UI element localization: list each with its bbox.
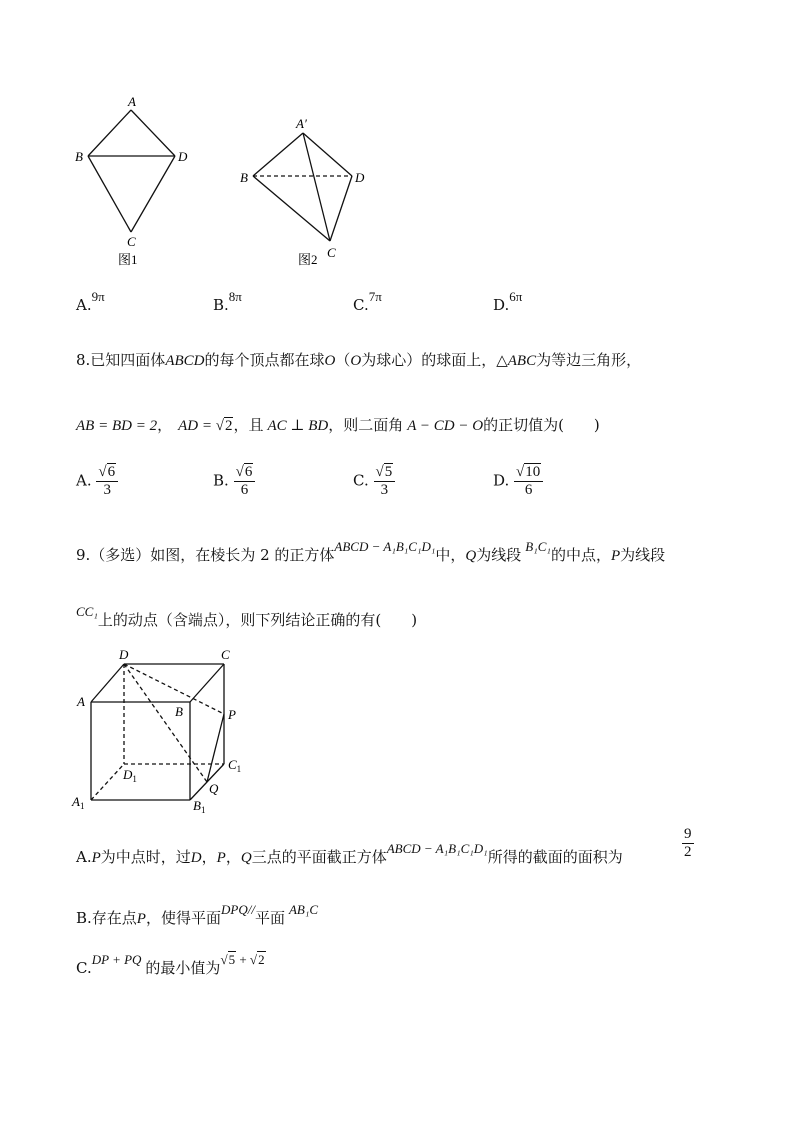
q7-option-c[interactable]	[353, 289, 382, 314]
q9-segment: CC₁	[76, 604, 98, 619]
q8-text: 的正切值为( )	[483, 416, 600, 434]
q9-plane: DPQ//	[220, 902, 255, 917]
q8-option-numerator: 5	[384, 464, 393, 480]
cube-label-B: B	[175, 704, 183, 719]
q7-option-letter: C.	[353, 296, 369, 314]
cube-label-B1: $B_1$	[193, 798, 206, 815]
fig2-label-C: C	[327, 245, 336, 260]
fig2-label-A: A′	[296, 116, 307, 131]
q9-text: 为中点时，过	[100, 848, 191, 866]
q8-text: 为等边三角形，	[536, 351, 642, 369]
cube-label-C: C	[221, 647, 230, 662]
q9-option-b[interactable]	[76, 902, 319, 928]
q9-cube-name: ABCD − A₁B₁C₁D₁	[386, 841, 488, 856]
q9-text: A.	[76, 848, 92, 866]
q7-option-value: 8π	[228, 289, 242, 304]
q9-text: 中，	[435, 546, 466, 564]
q7-option-a[interactable]	[76, 289, 105, 314]
q9-text: 为线段	[476, 546, 522, 564]
q9-text: 三点的平面截正方体	[251, 848, 387, 866]
q9-text: 所得的截面的面积为	[487, 848, 623, 866]
q9-text: P	[91, 850, 101, 866]
q8-option-d[interactable]: D. $\frac{√10}{6}$	[493, 464, 543, 499]
q7-option-b[interactable]	[213, 289, 242, 314]
q9-plane: AB₁C	[288, 902, 319, 917]
fig1-caption: 图1	[118, 252, 138, 267]
fig1-label-B: B	[75, 149, 83, 164]
q8-option-numerator: 6	[107, 464, 116, 480]
cube-label-C1: $C_1$	[228, 757, 242, 774]
q7-option-letter: B.	[213, 296, 229, 314]
cube-label-A: A	[77, 694, 85, 709]
q8-option-denominator: 6	[240, 482, 249, 498]
cube-label-A1: $A_1$	[72, 794, 85, 811]
fig1-label-D: D	[178, 149, 188, 164]
q9-text: 的最小值为	[145, 959, 221, 977]
cube-label-P: P	[228, 707, 236, 722]
q8-stem-line1	[76, 349, 641, 370]
q8-option-a[interactable]: A. $\frac{√6}{3}$	[76, 464, 118, 499]
q9-text: +	[236, 952, 250, 967]
q9-option-a[interactable]	[76, 841, 623, 867]
fig1-label-C: C	[127, 234, 136, 249]
figure-quadrilateral-folding	[0, 0, 400, 280]
q9-text: ，使得平面	[145, 909, 221, 927]
fig2-label-D: D	[355, 170, 365, 185]
q9-text: 上的动点（含端点），则下列结论正确的有( )	[97, 611, 418, 629]
q9-text: 9.（多选）如图，在棱长为 2 的正方体	[76, 546, 335, 564]
q8-text: ，且	[233, 416, 264, 434]
q8-text: 8.已知四面体	[76, 351, 166, 369]
q9-text: Q	[240, 850, 252, 866]
q7-option-value: 9π	[91, 289, 105, 304]
q9-text: 平面	[254, 909, 285, 927]
q8-option-numerator: 6	[244, 464, 253, 480]
q8-condition: AB = BD = 2	[76, 418, 158, 434]
q8-text: 的每个顶点都在球	[204, 351, 325, 369]
q9-stem-line2	[76, 604, 418, 630]
figure-cube	[60, 640, 260, 820]
q8-text: （	[335, 351, 351, 369]
cube-label-D1: $D_1$	[123, 767, 137, 784]
q7-option-d[interactable]	[493, 289, 523, 314]
q7-option-letter: A.	[76, 296, 92, 314]
q8-option-denominator: 3	[103, 482, 111, 498]
q8-sphere-center: O	[350, 353, 362, 369]
q9-point-q: Q	[465, 548, 477, 564]
q8-condition: AC ⊥ BD	[267, 418, 329, 434]
q7-option-value: 7π	[368, 289, 382, 304]
cube-label-D: D	[119, 647, 129, 662]
q9-text: ，	[225, 848, 241, 866]
q8-tetrahedron: ABCD	[165, 353, 205, 369]
q8-option-denominator: 6	[524, 482, 533, 498]
q8-text: ，	[157, 416, 173, 434]
q8-option-c[interactable]: C. $\frac{√5}{3}$	[353, 464, 395, 499]
q8-sphere: O	[324, 353, 336, 369]
q8-condition: AD =	[178, 418, 216, 434]
q9-text: 的中点，	[550, 546, 611, 564]
figure-2	[253, 133, 352, 241]
q9-point-p: P	[610, 548, 621, 564]
q9-text: B.存在点	[76, 909, 137, 927]
fig2-caption: 图2	[298, 252, 318, 267]
fig1-label-A: A	[128, 94, 136, 109]
q9-radicand: 5	[228, 952, 236, 967]
q9-option-a-fraction	[682, 826, 694, 861]
q7-option-letter: D.	[493, 296, 510, 314]
q8-option-letter: B.	[213, 471, 229, 490]
q9-stem-line1	[76, 539, 666, 565]
q9-expression: DP + PQ	[91, 952, 142, 967]
q8-option-letter: C.	[353, 471, 369, 490]
q9-text: ，	[201, 848, 217, 866]
fraction-denominator: 2	[684, 844, 692, 860]
q9-option-c[interactable]: C.DP + PQ 的最小值为√5 + √2	[76, 952, 265, 977]
q9-text: 为线段	[620, 546, 666, 564]
q8-text: ，则二面角	[328, 416, 404, 434]
q8-option-letter: D.	[493, 471, 510, 490]
q8-text: 为球心）的球面上，△	[361, 351, 508, 369]
q9-text: C.	[76, 959, 92, 977]
q9-cube-name: ABCD − A₁B₁C₁D₁	[334, 539, 436, 554]
fraction-numerator: 9	[684, 826, 692, 842]
q8-stem-line2: AB = BD = 2， AD = √2，且 AC ⊥ BD，则二面角 A − CD − O的正切值为( )	[76, 416, 600, 434]
figure-1	[88, 110, 175, 232]
q8-radicand: 2	[224, 418, 233, 434]
fig2-label-B: B	[240, 170, 248, 185]
q8-triangle: ABC	[507, 353, 537, 369]
cube-label-Q: Q	[209, 781, 219, 796]
q7-option-value: 6π	[509, 289, 523, 304]
q9-text: P	[216, 850, 226, 866]
q8-option-b[interactable]: B. $\frac{√6}{6}$	[213, 464, 255, 499]
q8-option-denominator: 3	[380, 482, 389, 498]
q9-radicand: 2	[258, 952, 265, 967]
q8-option-letter: A.	[76, 471, 92, 490]
q8-dihedral-angle: A − CD − O	[407, 418, 484, 434]
q9-text: P	[136, 911, 146, 927]
q9-text: D	[190, 850, 202, 866]
q8-option-numerator: 10	[525, 464, 541, 480]
q9-segment: B₁C₁	[525, 539, 551, 554]
